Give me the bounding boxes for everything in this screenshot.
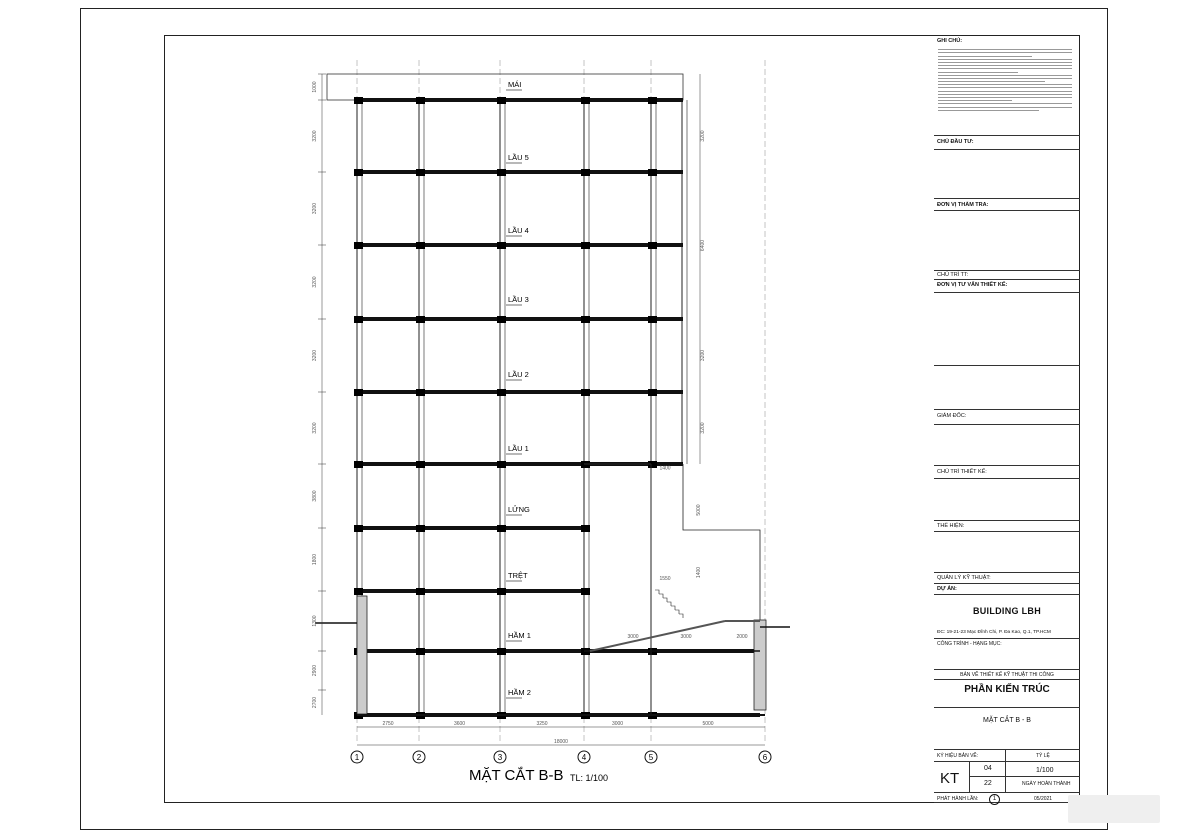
dimension-text: 1000 <box>312 81 318 93</box>
beam <box>497 461 506 468</box>
grid-axis-label: 6 <box>762 753 768 762</box>
stair-step <box>671 606 675 610</box>
symbol-value: KT <box>940 770 960 787</box>
beam <box>648 316 657 323</box>
dimension-text: 3250 <box>536 721 548 727</box>
completion-label: NGÀY HOÀN THÀNH <box>1022 781 1071 787</box>
beam <box>497 242 506 249</box>
floor-slab <box>357 317 683 321</box>
tech-manager-section <box>934 572 1080 583</box>
beam <box>497 169 506 176</box>
dimension-text: 6400 <box>700 239 706 252</box>
tech-manager-label: QUẢN LÝ KỸ THUẬT: <box>937 575 991 581</box>
canopy-outline <box>683 464 760 620</box>
beam <box>497 316 506 323</box>
floor-slab <box>357 170 683 174</box>
sheet-title: MẶT CẮT B - B <box>983 717 1031 724</box>
notes-section <box>934 35 1080 148</box>
level-label: LẦU 2 <box>508 370 529 379</box>
total-dimension-text: 18000 <box>554 739 568 745</box>
beam <box>416 242 425 249</box>
dimension-text: 1400 <box>696 566 702 579</box>
stair-step <box>675 610 679 614</box>
level-label: MÁI <box>508 80 522 89</box>
beam <box>354 97 363 104</box>
dimension-text: 1800 <box>312 553 318 566</box>
beam <box>354 389 363 396</box>
sheet-info-section <box>934 749 1080 803</box>
consultant-section <box>934 279 1080 409</box>
dimension-text: 3200 <box>312 202 318 215</box>
ramp-dimension-text: 2000 <box>736 634 748 640</box>
grid-axis-label: 4 <box>581 753 587 762</box>
stair-step <box>659 594 663 598</box>
project-section <box>934 583 1080 695</box>
review-chair-label: CHỦ TRÌ TT: <box>937 272 969 278</box>
scale-value: 1/100 <box>1036 767 1054 774</box>
beam <box>354 316 363 323</box>
director-label: GIÁM ĐỐC: <box>937 413 967 419</box>
beam <box>416 648 425 655</box>
grid-axis-label: 5 <box>648 753 654 762</box>
issue-label: PHÁT HÀNH LẦN: <box>937 796 979 802</box>
dimension-text: 3000 <box>611 721 624 727</box>
beam <box>581 389 590 396</box>
beam <box>581 242 590 249</box>
dimension-text: 1300 <box>312 615 318 627</box>
issue-date: 05/2021 <box>1034 796 1053 802</box>
project-label: DỰ ÁN: <box>937 586 957 592</box>
notes-text <box>938 47 1072 111</box>
scale-label: TỶ LỆ <box>1036 753 1050 759</box>
drawn-by-label: THỂ HIỆN: <box>937 523 965 529</box>
roof-parapet <box>327 74 683 100</box>
stair-step <box>679 614 683 618</box>
sheet-total: 22 <box>984 780 992 787</box>
dimension-text: 3800 <box>312 490 318 502</box>
floor-slab <box>357 526 584 530</box>
beam <box>416 169 425 176</box>
dimension-text: 3200 <box>312 349 318 362</box>
director-section <box>934 409 1080 465</box>
beam <box>416 461 425 468</box>
floor-slab <box>357 243 683 247</box>
project-address: ĐC: 19-21-23 Mạc Đĩnh Chi, P. Đa Kao, Q.1, TP.HCM <box>937 630 1051 635</box>
beam <box>581 97 590 104</box>
stair-step <box>663 598 667 602</box>
beam <box>648 97 657 104</box>
ramp-dimension-text: 3000 <box>627 634 639 640</box>
discipline: PHẦN KIẾN TRÚC <box>964 684 1050 695</box>
dimension-text: 3200 <box>312 130 318 142</box>
dimension-text: 5000 <box>696 504 702 516</box>
beam <box>416 389 425 396</box>
dimension-text: 1400 <box>659 465 671 472</box>
review-label: ĐƠN VỊ THẨM TRA: <box>937 202 989 208</box>
grid-axis-label: 3 <box>497 753 503 762</box>
design-lead-label: CHỦ TRÌ THIẾT KẾ: <box>937 469 987 475</box>
beam <box>581 588 590 595</box>
ramp-dimension-text: 3000 <box>680 634 692 640</box>
retaining-wall <box>754 620 766 710</box>
floor-slab <box>357 390 683 394</box>
floor-slab <box>357 589 584 593</box>
stair-dimension-text: 1550 <box>659 576 671 582</box>
issue-number: 1 <box>989 794 1000 805</box>
beam <box>354 461 363 468</box>
dimension-text: 5000 <box>702 721 714 727</box>
title-block <box>934 35 1080 803</box>
beam <box>416 588 425 595</box>
beam <box>581 525 590 532</box>
sheet-number: 04 <box>984 765 992 772</box>
drawing-type: BẢN VẼ THIẾT KẾ KỸ THUẬT THI CÔNG <box>960 672 1054 678</box>
grid-axis-label: 1 <box>354 753 360 762</box>
owner-section <box>934 135 1080 200</box>
dimension-text: 3200 <box>700 422 706 434</box>
floor-slab <box>357 98 683 102</box>
beam <box>581 316 590 323</box>
dimension-text: 3600 <box>453 721 466 727</box>
drawing-scale: TL: 1/100 <box>570 773 609 783</box>
sheet-title-section <box>934 707 1080 749</box>
level-label: LỬNG <box>508 505 530 514</box>
dimension-text: 3200 <box>312 422 318 434</box>
beam <box>648 242 657 249</box>
beam <box>497 97 506 104</box>
beam <box>581 169 590 176</box>
beam <box>416 316 425 323</box>
beam <box>416 525 425 532</box>
beam <box>416 97 425 104</box>
level-label: HẦM 2 <box>508 688 531 697</box>
dimension-text: 3200 <box>700 130 706 142</box>
dimension-text: 3200 <box>700 349 706 362</box>
beam <box>648 169 657 176</box>
owner-label: CHỦ ĐẦU TƯ: <box>937 139 974 145</box>
dimension-text: 3200 <box>312 276 318 288</box>
dimension-text: 2750 <box>382 721 394 727</box>
beam <box>497 648 506 655</box>
beam <box>354 588 363 595</box>
stair-step <box>667 602 671 606</box>
ramp <box>590 621 725 651</box>
dimension-text: 2700 <box>312 696 318 709</box>
beam <box>497 588 506 595</box>
beam <box>497 525 506 532</box>
level-label: TRỆT <box>508 571 528 580</box>
consultant-label: ĐƠN VỊ TƯ VẤN THIẾT KẾ: <box>937 282 1008 288</box>
beam <box>648 389 657 396</box>
beam <box>497 389 506 396</box>
grid-axis-label: 2 <box>416 753 422 762</box>
dimension-text: 2900 <box>312 664 318 677</box>
drawing-title: MẶT CẮT B-B <box>469 767 564 784</box>
review-section <box>934 198 1080 270</box>
drawn-by-section <box>934 520 1080 572</box>
review-chair-section <box>934 270 1080 279</box>
work-item-label: CÔNG TRÌNH - HẠNG MỤC: <box>937 641 1002 647</box>
beam <box>354 169 363 176</box>
level-label: LẦU 3 <box>508 295 529 304</box>
design-lead-section <box>934 465 1080 521</box>
symbol-label: KÝ HIỆU BẢN VẼ: <box>937 753 979 759</box>
retaining-wall <box>357 596 367 714</box>
notes-label: GHI CHÚ: <box>937 38 963 44</box>
watermark-logo <box>1068 795 1160 823</box>
beam <box>354 525 363 532</box>
beam <box>354 242 363 249</box>
level-label: LẦU 5 <box>508 153 529 162</box>
level-label: LẦU 1 <box>508 444 529 453</box>
stair-step <box>655 590 659 594</box>
level-label: LẦU 4 <box>508 226 529 235</box>
level-label: HẦM 1 <box>508 631 531 640</box>
project-name: BUILDING LBH <box>972 606 1042 616</box>
